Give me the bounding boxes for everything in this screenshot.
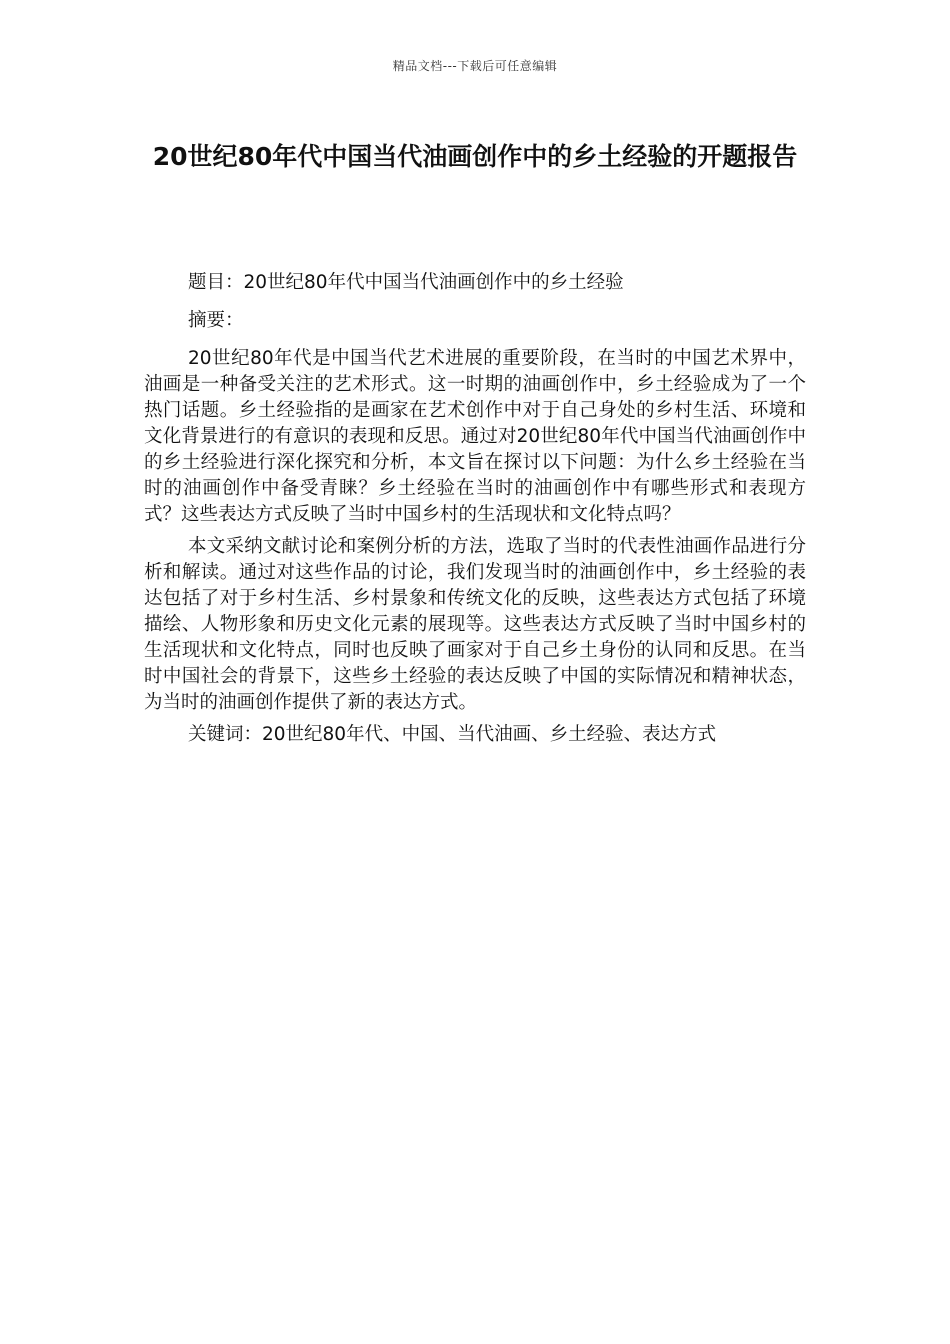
header-note: 精品文档---下载后可任意编辑 <box>392 59 558 73</box>
keywords-line: 关键词：20世纪80年代、中国、当代油画、乡土经验、表达方式 <box>188 724 717 745</box>
document-title: 20世纪80年代中国当代油画创作中的乡土经验的开题报告 <box>152 142 798 171</box>
topic-line: 题目：20世纪80年代中国当代油画创作中的乡土经验 <box>188 272 624 293</box>
abstract-label: 摘要： <box>188 310 244 331</box>
document-body <box>144 270 806 754</box>
body-paragraph-2: 本文采纳文献讨论和案例分析的方法，选取了当时的代表性油画作品进行分析和解读。通过对这些作品的讨论，我们发现当时的油画创作中，乡土经验的表达包括了对于乡村生活、乡村景象和传统文化的反映，这些表达方式包括了环境描绘、人物形象和历史文化元素的展现等。这些表达方式反映了当时中国乡村的生活现状和文化特点，同时也反映了画家对于自己乡土身份的认同和反思。在当时中国社会的背景下，这些乡土经验的表达反映了中国的实际情况和精神状态，为当时的油画创作提供了新的表达方式。 <box>144 536 806 713</box>
body-paragraph-1: 20世纪80年代是中国当代艺术进展的重要阶段，在当时的中国艺术界中，油画是一种备受关注的艺术形式。这一时期的油画创作中，乡土经验成为了一个热门话题。乡土经验指的是画家在艺术创作中对于自己身处的乡村生活、环境和文化背景进行的有意识的表现和反思。通过对20世纪80年代中国当代油画创作中的乡土经验进行深化探究和分析，本文旨在探讨以下问题：为什么乡土经验在当时的油画创作中备受青睐？乡土经验在当时的油画创作中有哪些形式和表现方式？这些表达方式反映了当时中国乡村的生活现状和文化特点吗？ <box>144 348 806 525</box>
